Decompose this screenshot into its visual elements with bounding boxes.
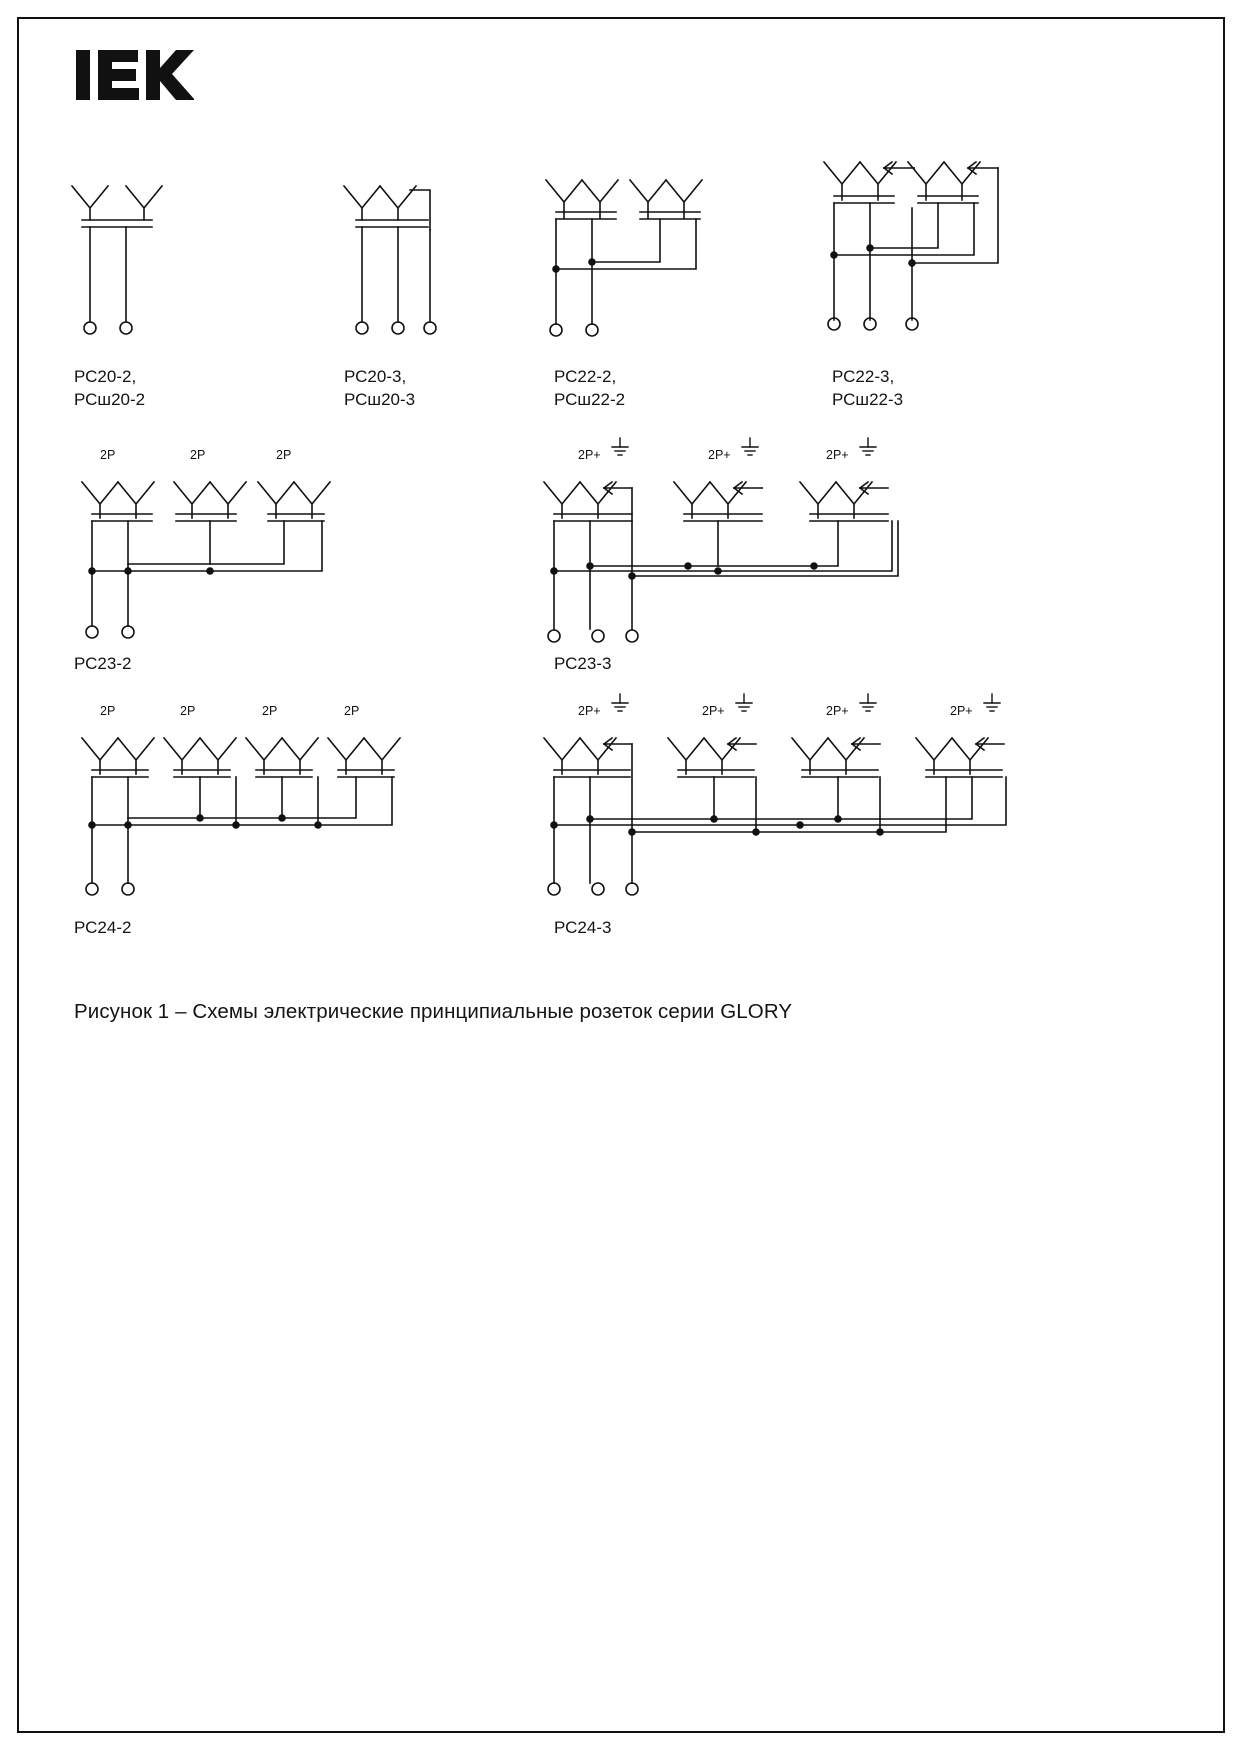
diagram-label-rc22-3 (832, 366, 903, 412)
diagram-label-line1: РС20-2, (74, 367, 137, 386)
diagram-rc20-3 (344, 186, 436, 334)
pole-mark-rc24-2-1: 2P (100, 704, 116, 718)
pole-mark-rc23-3-1: 2P+ (578, 448, 601, 462)
diagram-rc22-3 (824, 162, 998, 330)
pole-mark-rc23-3-3: 2P+ (826, 448, 849, 462)
pole-mark-rc24-3-4: 2P+ (950, 704, 973, 718)
diagram-rc23-3 (544, 482, 898, 642)
diagram-label-line1: РС23-2 (74, 654, 132, 673)
diagram-label-rc23-2 (74, 653, 131, 676)
pole-mark-rc24-2-2: 2P (180, 704, 196, 718)
diagram-label-rc20-2 (74, 366, 145, 412)
diagram-rc24-3 (544, 738, 1006, 895)
diagram-label-line1: РС24-2 (74, 918, 132, 937)
diagram-label-line2: РСш22-2 (554, 389, 626, 409)
pole-mark-rc24-3-2: 2P+ (702, 704, 725, 718)
diagram-rc22-2 (546, 180, 702, 336)
pole-mark-rc24-3-1: 2P+ (578, 704, 601, 718)
pole-mark-rc24-2-4: 2P (344, 704, 360, 718)
diagram-label-line1: РС22-2, (554, 367, 617, 386)
pole-mark-rc24-2-3: 2P (262, 704, 278, 718)
ground-symbols-row3 (612, 694, 1000, 711)
pole-mark-rc24-3-3: 2P+ (826, 704, 849, 718)
diagram-label-rc24-2 (74, 917, 131, 940)
diagram-label-line1: РС20-3, (344, 367, 407, 386)
diagram-label-line2: РСш20-2 (74, 389, 146, 409)
diagram-rc23-2 (82, 482, 330, 638)
diagram-rc24-2 (82, 738, 400, 895)
diagram-label-line2: РСш20-3 (344, 389, 416, 409)
diagram-label-line1: РС22-3, (832, 367, 895, 386)
diagram-label-line1: РС23-3 (554, 654, 612, 673)
diagram-label-line1: РС24-3 (554, 918, 612, 937)
pole-mark-rc23-3-2: 2P+ (708, 448, 731, 462)
pole-mark-rc23-2-2: 2P (190, 448, 206, 462)
pole-mark-rc23-2-1: 2P (100, 448, 116, 462)
diagram-label-rc24-3 (554, 917, 611, 940)
pole-mark-rc23-2-3: 2P (276, 448, 292, 462)
diagram-label-rc23-3 (554, 653, 611, 676)
figure-caption: Рисунок 1 – Схемы электрические принципиальные розеток серии GLORY (74, 1000, 793, 1023)
diagram-label-line2: РСш22-3 (832, 389, 904, 409)
diagram-label-rc20-3 (344, 366, 415, 412)
diagram-label-rc22-2 (554, 366, 625, 412)
diagram-rc20-2 (72, 186, 162, 334)
